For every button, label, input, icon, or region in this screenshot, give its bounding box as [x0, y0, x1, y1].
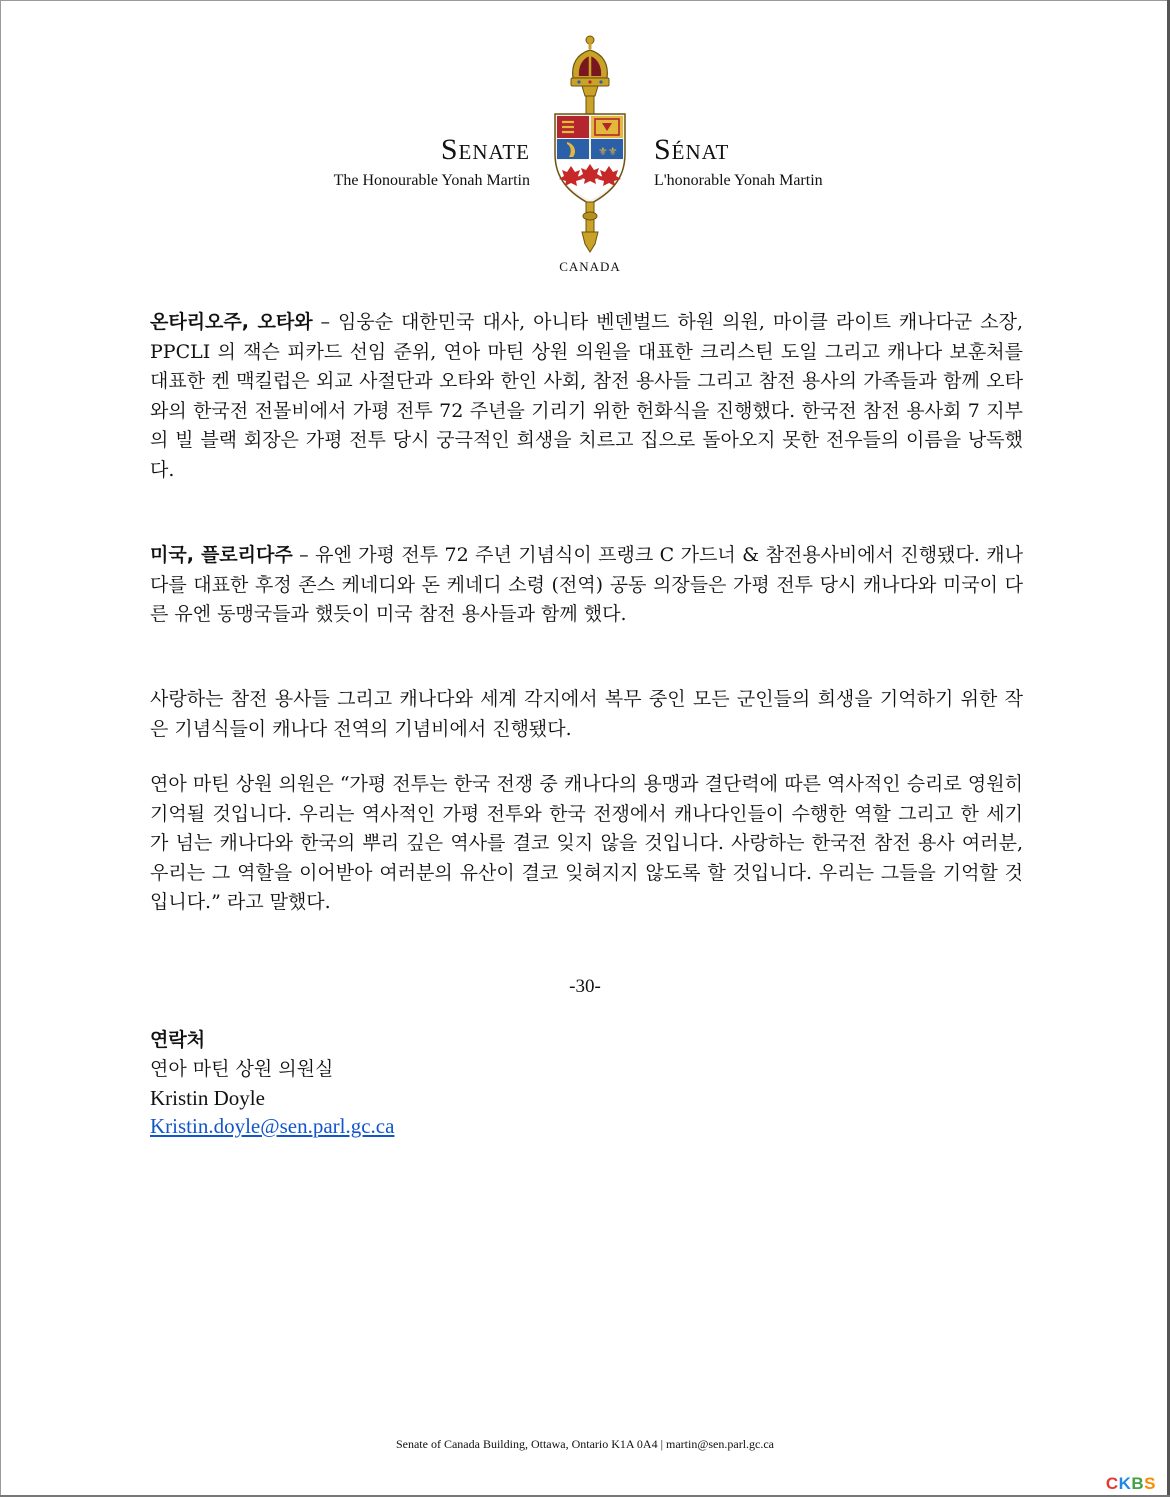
crest-caption: CANADA	[559, 259, 621, 274]
senator-name-fr: L'honorable Yonah Martin	[654, 172, 823, 189]
paragraph-ceremonies	[150, 685, 1023, 744]
paragraph-quote	[150, 770, 1023, 918]
footer-address: Senate of Canada Building, Ottawa, Ontario K1A 0A4 | martin@sen.parl.gc.ca	[395, 1437, 775, 1451]
paragraph-text: – 임웅순 대한민국 대사, 아니타 벤덴벌드 하원 의원, 마이클 라이트 캐나다군 소장, PPCLI 의 잭슨 피카드 선임 준위, 연아 마틴 상원 의원을 대표한 크리스틴 도일 그리고 캐나다 보훈처를 대표한 켄 맥킬럽은 외교 사절단과 오타와 한인 사회, 참전 용사들 그리고 참전 용사의 가족들과 함께 오타와의 한국전 전몰비에서 가평 전투 72 주년을 기리기 위한 헌화식을 진행했다. 한국전 참전 용사회 7 지부의 빌 블랙 회장은 가평 전투 당시 궁극적인 희생을 치르고 집으로 돌아오지 못한 전우들의 이름을 낭독했다.	[150, 311, 1023, 481]
ckbs-watermark: CKBS	[1105, 1474, 1156, 1493]
senate-title-fr: Sénat	[654, 133, 730, 166]
contact-office: 연아 마틴 상원 의원실	[150, 1058, 334, 1080]
paragraph-text: 사랑하는 참전 용사들 그리고 캐나다와 세계 각지에서 복무 중인 모든 군인들의 희생을 기억하기 위한 작은 기념식들이 캐나다 전역의 기념비에서 진행됐다.	[150, 688, 1023, 740]
senate-title-en: Senate	[440, 133, 530, 166]
svg-text:⚜⚜: ⚜⚜	[598, 145, 618, 158]
end-mark: -30-	[569, 976, 601, 997]
senator-name-en: The Honourable Yonah Martin	[333, 172, 530, 189]
paragraph-ottawa	[150, 308, 1023, 485]
dateline-ottawa: 온타리오주, 오타와	[150, 311, 313, 333]
contact-block	[150, 1025, 394, 1140]
contact-heading: 연락처	[150, 1029, 206, 1051]
letterhead-english	[334, 132, 530, 190]
contact-name: Kristin Doyle	[150, 1086, 265, 1110]
paragraph-text: 연아 마틴 상원 의원은 “가평 전투는 한국 전쟁 중 캐나다의 용맹과 결단력에 따른 역사적인 승리로 영원히 기억될 것입니다. 우리는 역사적인 가평 전투와 한국 전쟁에서 캐나다인들이 수행한 역할 그리고 한 세기가 넘는 캐나다와 한국의 뿌리 깊은 역사를 결코 잊지 않을 것입니다. 사랑하는 한국전 참전 용사 여러분, 우리는 그 역할을 이어받아 여러분의 유산이 결코 잊혀지지 않도록 할 것입니다. 우리는 그들을 기억할 것입니다.” 라고 말했다.	[150, 773, 1023, 913]
letterhead-french	[654, 132, 823, 190]
paragraph-text: – 유엔 가평 전투 72 주년 기념식이 프랭크 C 가드너 & 참전용사비에서 진행됐다. 캐나다를 대표한 후정 존스 케네디와 돈 케네디 소령 (전역) 공동 의장들은 가평 전투 당시 캐나다와 미국이 다른 유엔 동맹국들과 했듯이 미국 참전 용사들과 함께 했다.	[150, 544, 1023, 625]
senate-crest-icon	[549, 34, 631, 256]
contact-email-link[interactable]: Kristin.doyle@sen.parl.gc.ca	[150, 1114, 395, 1138]
dateline-florida: 미국, 플로리다주	[150, 544, 293, 566]
paragraph-florida	[150, 541, 1023, 630]
